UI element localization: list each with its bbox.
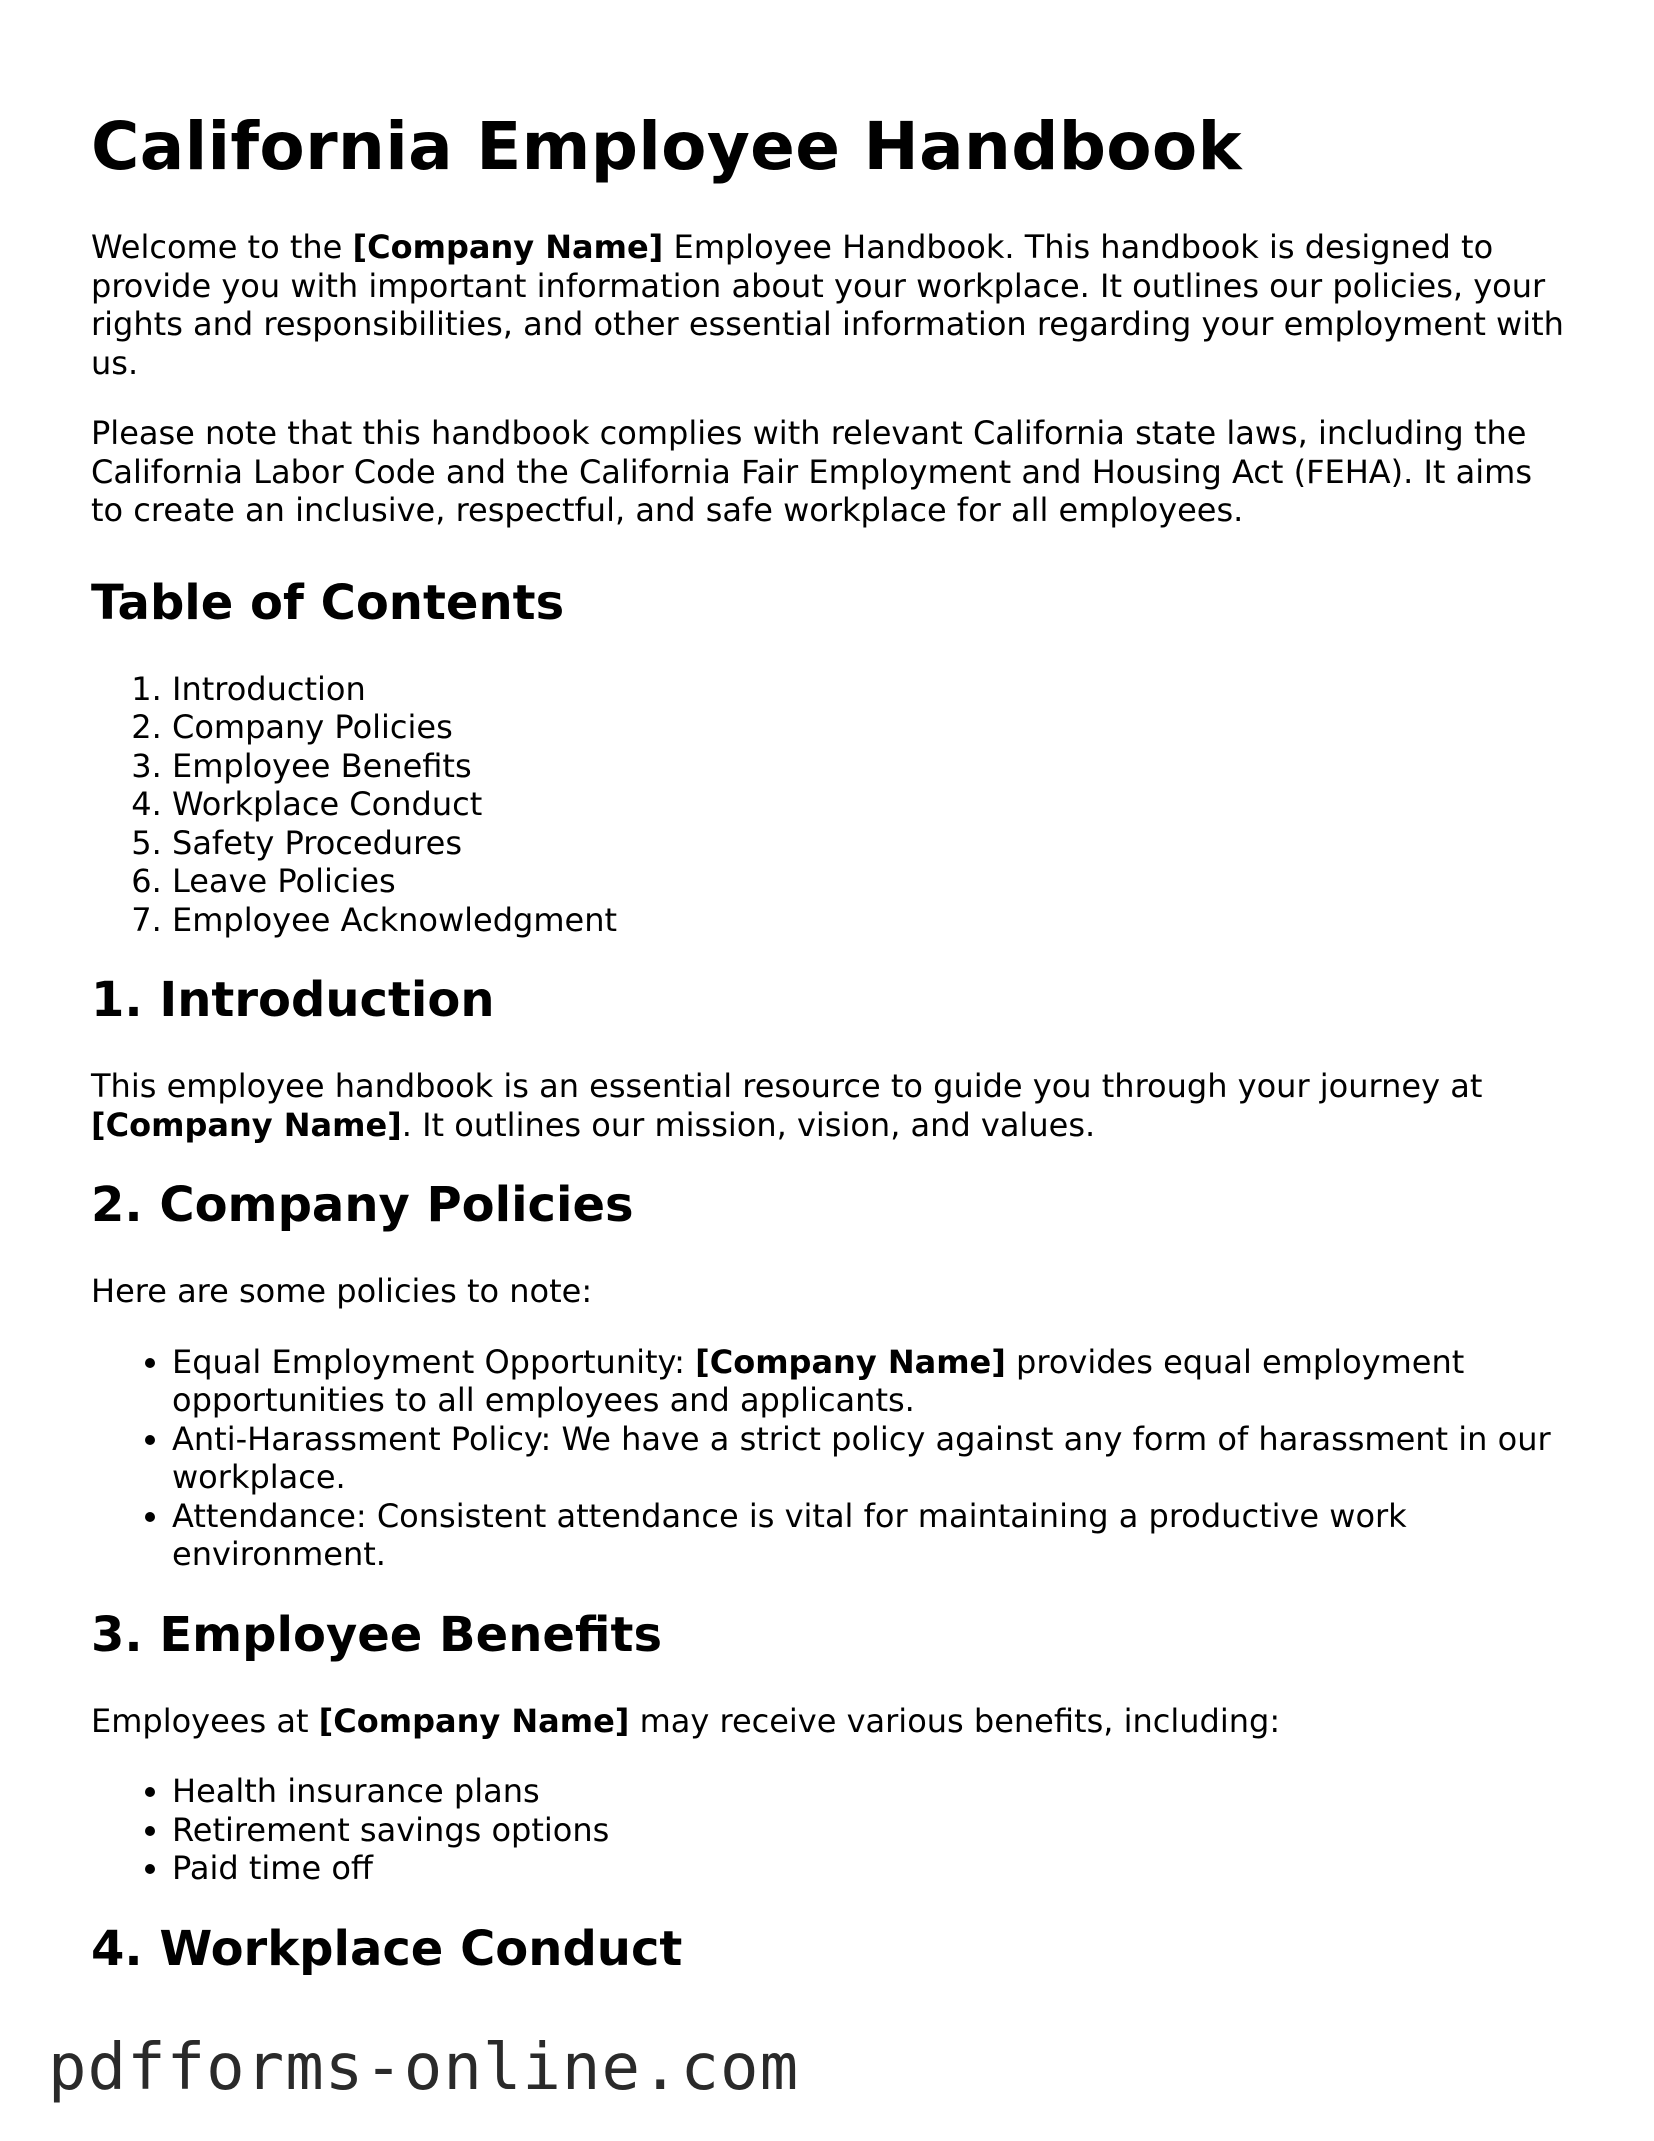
policy-text-after: provides equal employment opportunities to all employees and applicants. [172,1342,1465,1419]
policy-text-before: Equal Employment Opportunity: [172,1342,696,1381]
toc-item: 1. Introduction [172,670,1571,709]
policy-item: • Attendance: Consistent attendance is vital for maintaining a productive work environment. [172,1497,1571,1574]
document-page [91,108,1571,2016]
toc-item: 6. Leave Policies [172,862,1571,901]
section-3-lead-after: may receive various benefits, including: [629,1701,1281,1740]
toc-item: 4. Workplace Conduct [172,785,1571,824]
document-title: California Employee Handbook [91,108,1242,185]
section-1-text-before: This employee handbook is an essential resource to guide you through your journey at [91,1067,1483,1105]
toc-item: 3. Employee Benefits [172,747,1571,786]
toc-item: 7. Employee Acknowledgment [172,901,1571,940]
policy-item: • Anti-Harassment Policy: We have a strict policy against any form of harassment in our workplace. [172,1420,1571,1497]
toc-item: 2. Company Policies [172,708,1571,747]
toc-heading: Table of Contents [91,574,565,631]
intro-paragraph-1 [91,228,1571,382]
section-2-lead: Here are some policies to note: [91,1272,593,1310]
policy-item [172,1343,1571,1420]
benefit-item: • Health insurance plans [172,1772,1571,1811]
section-3-heading: 3. Employee Benefits [91,1606,663,1663]
section-3-lead [91,1702,1571,1741]
benefits-list [91,1772,1571,1888]
company-name-placeholder: [Company Name] [352,228,664,266]
benefit-item: • Paid time off [172,1849,1571,1888]
intro-paragraph-2: Please note that this handbook complies with relevant California state laws, including the California Labor Code and the California Fair Employment and Housing Act (FEHA). It aims to create an inclusive, respectful, and safe workplace for all employees. [91,414,1532,529]
toc-list [91,670,1571,940]
section-4-heading: 4. Workplace Conduct [91,1920,683,1977]
company-name-placeholder: [Company Name] [91,1105,402,1144]
intro-text-before: Welcome to the [91,228,353,266]
section-1-paragraph [91,1067,1571,1144]
section-1-text-after: . It outlines our mission, vision, and values. [401,1105,1096,1144]
section-1-heading: 1. Introduction [91,972,495,1028]
watermark-text: pdfforms-online.com [48,2031,800,2105]
intro-text-after: Employee Handbook. This handbook is designed to provide you with important information about your workplace. It outlines our policies, your rights and responsibilities, and other essential information regarding your employment with us. [91,228,1564,382]
company-name-placeholder: [Company Name] [318,1701,630,1740]
toc-item: 5. Safety Procedures [172,824,1571,863]
section-2-heading: 2. Company Policies [91,1177,634,1233]
benefit-item: • Retirement savings options [172,1811,1571,1850]
section-3-lead-before: Employees at [91,1701,319,1740]
policies-list [91,1343,1571,1574]
company-name-placeholder: [Company Name] [695,1342,1006,1381]
